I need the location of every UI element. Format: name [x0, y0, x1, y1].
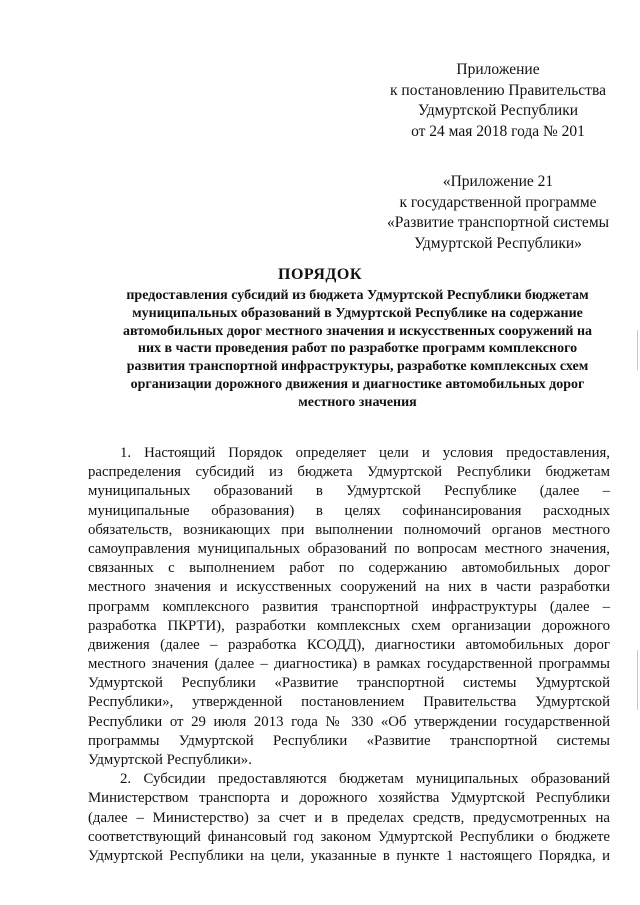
subtitle-line: предоставления субсидий из бюджета Удмуртской Республики бюджетам: [126, 288, 589, 303]
paragraph-line: обязательств, возникающих при выполнении полномочий органов местного: [88, 521, 610, 538]
program-appendix-line: к государственной программе: [399, 193, 597, 211]
program-appendix-line: «Приложение 21: [442, 173, 554, 190]
paragraph-line: местного значения и искусственных сооружений на них в части разработки: [88, 579, 610, 596]
program-appendix-line: Удмуртской Республики»: [414, 234, 582, 252]
subtitle-line: муниципальных образований в Удмуртской Республике на содержание: [132, 305, 583, 321]
subtitle-line: местного значения: [298, 394, 417, 410]
paragraph-line: муниципальных образований в Удмуртской Республике (далее –: [88, 483, 610, 500]
paragraph-line: Республики», утвержденной постановлением Правительства Удмуртской: [88, 694, 610, 711]
paragraph-2: [88, 770, 610, 866]
paragraph-line: разработка ПКРТИ), разработки комплексных схем организации дорожного: [88, 617, 610, 634]
document-subtitle: [90, 287, 625, 412]
paragraph-line: программы Удмуртской Республики «Развитие транспортной системы: [88, 732, 610, 749]
paragraph-line: Удмуртской Республики «Развитие транспортной системы Удмуртской: [88, 675, 610, 692]
subtitle-line: развития транспортной инфраструктуры, разработке комплексных схем: [126, 359, 589, 375]
subtitle-line: них в части проведения работ по разработке программ комплексного: [137, 341, 578, 357]
paragraph-line: Удмуртской Республики».: [88, 752, 252, 768]
paragraph-line: 2. Субсидии предоставляются бюджетам муниципальных образований: [120, 771, 610, 788]
scan-edge-mark: [637, 650, 638, 710]
program-appendix-line: «Развитие транспортной системы: [386, 214, 610, 231]
document-body: [88, 444, 610, 866]
paragraph-line: муниципальные образования) в целях софинансирования расходных: [88, 502, 610, 519]
paragraph-line: самоуправления муниципальных образований по вопросам местного значения,: [88, 540, 610, 557]
appendix-line: от 24 мая 2018 года № 201: [411, 122, 585, 140]
appendix-line: к постановлению Правительства: [390, 81, 606, 99]
appendix-line: Приложение: [456, 61, 540, 78]
scan-edge-mark: [637, 330, 638, 370]
paragraph-line: Республики от 29 июля 2013 года № 330 «Об утверждении государственной: [88, 713, 610, 730]
paragraph-1: [88, 444, 610, 770]
program-appendix-header: [368, 172, 628, 254]
paragraph-line: связанных с выполнением работ по содержанию автомобильных дорог: [88, 560, 610, 577]
paragraph-line: соответствующий финансовый год законом Удмуртской Республики о бюджете: [88, 828, 610, 845]
appendix-line: Удмуртской Республики: [417, 102, 579, 119]
subtitle-line: организации дорожного движения и диагностике автомобильных дорог: [130, 376, 585, 392]
document-title: ПОРЯДОК: [278, 266, 362, 283]
paragraph-line: движения (далее – разработка КСОДД), диагностики автомобильных дорог: [88, 636, 610, 653]
paragraph-line: местного значения (далее – диагностика) в рамках государственной программы: [88, 656, 610, 673]
paragraph-line: (далее – Министерство) за счет и в пределах средств, предусмотренных на: [88, 809, 610, 826]
paragraph-line: Удмуртской Республики на цели, указанные в пункте 1 настоящего Порядка, и: [88, 847, 610, 864]
subtitle-line: автомобильных дорог местного значения и искусственных сооружений на: [122, 323, 593, 339]
paragraph-line: распределения субсидий из бюджета Удмуртской Республики бюджетам: [88, 464, 610, 481]
paragraph-line: 1. Настоящий Порядок определяет цели и условия предоставления,: [120, 445, 610, 461]
appendix-header: [378, 60, 618, 142]
paragraph-line: программ комплексного развития транспортной инфраструктуры (далее –: [88, 598, 610, 615]
paragraph-line: Министерством транспорта и дорожного хозяйства Удмуртской Республики: [88, 790, 610, 807]
